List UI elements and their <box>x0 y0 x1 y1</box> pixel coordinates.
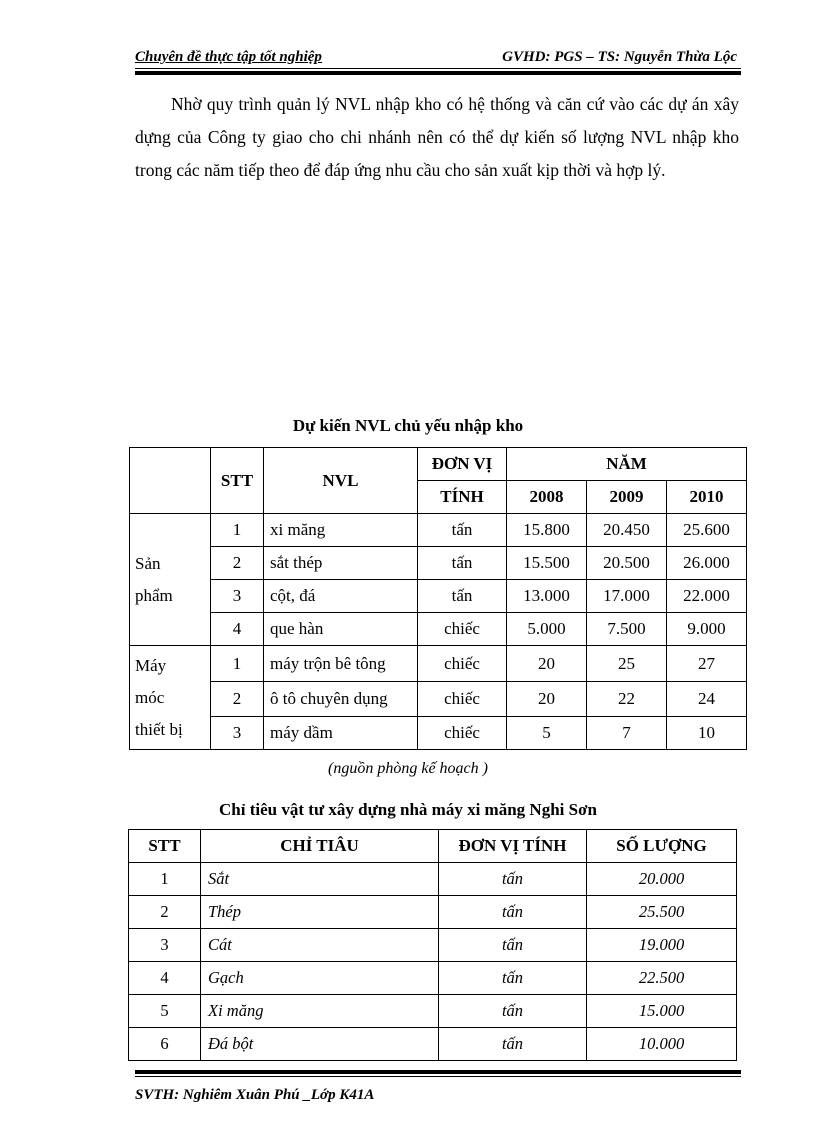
cell-2009: 22 <box>587 682 667 717</box>
cell-unit: tấn <box>418 514 507 547</box>
cell-unit: tấn <box>439 929 587 962</box>
table-row <box>130 613 747 646</box>
footer-rule-thin <box>135 1076 741 1077</box>
table-row <box>130 646 747 682</box>
cell-stt: 1 <box>129 863 201 896</box>
cell-stt: 4 <box>211 613 264 646</box>
table2-header-stt: STT <box>129 830 201 863</box>
table-row <box>129 929 737 962</box>
cell-item: Gạch <box>201 962 439 995</box>
cell-2010: 22.000 <box>667 580 747 613</box>
cell-2010: 9.000 <box>667 613 747 646</box>
table1-corner-cell <box>130 448 211 514</box>
cell-nvl: máy dầm <box>264 717 418 750</box>
table2-header-item: CHỈ TIÂU <box>201 830 439 863</box>
cell-item: Xi măng <box>201 995 439 1028</box>
cell-stt: 3 <box>129 929 201 962</box>
table-row <box>130 717 747 750</box>
cell-2008: 5 <box>507 717 587 750</box>
table1-header-year-2008: 2008 <box>507 481 587 514</box>
cell-nvl: que hàn <box>264 613 418 646</box>
cell-2008: 20 <box>507 646 587 682</box>
cell-2008: 20 <box>507 682 587 717</box>
cell-stt: 3 <box>211 717 264 750</box>
cell-nvl: sắt thép <box>264 547 418 580</box>
cell-nvl: ô tô chuyên dụng <box>264 682 418 717</box>
cell-stt: 2 <box>211 547 264 580</box>
cell-unit: tấn <box>439 995 587 1028</box>
cell-unit: chiếc <box>418 717 507 750</box>
cell-unit: tấn <box>439 962 587 995</box>
table-row <box>130 514 747 547</box>
cell-nvl: máy trộn bê tông <box>264 646 418 682</box>
cell-2010: 25.600 <box>667 514 747 547</box>
cell-2008: 15.500 <box>507 547 587 580</box>
page-footer: SVTH: Nghiêm Xuân Phú _Lớp K41A <box>135 1087 375 1103</box>
body-paragraph: Nhờ quy trình quản lý NVL nhập kho có hệ thống và căn cứ vào các dự án xây dựng của Công ty giao cho chi nhánh nên có thể dự kiến số lượng NVL nhập kho trong các năm tiếp theo để đáp ứng nhu cầu cho sản xuất kịp thời và hợp lý. <box>135 94 739 180</box>
table1-header-year: NĂM <box>507 448 747 481</box>
cell-unit: tấn <box>439 896 587 929</box>
table1-title: Dự kiến NVL chủ yếu nhập kho <box>292 416 524 435</box>
table1-source-note: (nguồn phòng kế hoạch ) <box>328 760 488 777</box>
cell-stt: 6 <box>129 1028 201 1061</box>
table-row <box>129 995 737 1028</box>
cell-qty: 20.000 <box>587 863 737 896</box>
cell-2008: 15.800 <box>507 514 587 547</box>
cell-unit: chiếc <box>418 682 507 717</box>
cell-qty: 19.000 <box>587 929 737 962</box>
cell-unit: tấn <box>439 863 587 896</box>
materials-quota-table <box>128 829 737 1061</box>
group-label-equipment <box>130 646 211 750</box>
cell-2008: 5.000 <box>507 613 587 646</box>
table-row <box>129 863 737 896</box>
forecast-table <box>129 447 747 750</box>
table2-header-unit: ĐƠN VỊ TÍNH <box>439 830 587 863</box>
cell-2009: 7 <box>587 717 667 750</box>
cell-2009: 17.000 <box>587 580 667 613</box>
table-row <box>129 896 737 929</box>
cell-unit: chiếc <box>418 646 507 682</box>
group-label-line: Máy <box>135 655 167 675</box>
group-label-products <box>130 514 211 646</box>
cell-2010: 26.000 <box>667 547 747 580</box>
cell-stt: 3 <box>211 580 264 613</box>
cell-item: Cát <box>201 929 439 962</box>
page-header <box>135 49 741 69</box>
table-row <box>130 580 747 613</box>
header-rule-thick <box>135 71 741 75</box>
cell-unit: tấn <box>439 1028 587 1061</box>
cell-item: Đá bột <box>201 1028 439 1061</box>
group-label-line: Sản <box>135 553 161 573</box>
header-right-advisor: GVHD: PGS – TS: Nguyễn Thừa Lộc <box>502 49 737 65</box>
cell-unit: tấn <box>418 547 507 580</box>
table1-header-year-2010: 2010 <box>667 481 747 514</box>
cell-stt: 1 <box>211 514 264 547</box>
header-left-title: Chuyên đề thực tập tốt nghiệp <box>135 49 322 65</box>
table1-header-stt: STT <box>211 448 264 514</box>
cell-qty: 25.500 <box>587 896 737 929</box>
cell-qty: 10.000 <box>587 1028 737 1061</box>
table1-header-year-2009: 2009 <box>587 481 667 514</box>
cell-2010: 27 <box>667 646 747 682</box>
cell-stt: 1 <box>211 646 264 682</box>
table1-header-unit-line2: TÍNH <box>418 481 507 514</box>
cell-2008: 13.000 <box>507 580 587 613</box>
table1-header-unit-line1: ĐƠN VỊ <box>418 448 507 481</box>
footer-rule-thick <box>135 1070 741 1074</box>
table-row <box>130 682 747 717</box>
cell-unit: tấn <box>418 580 507 613</box>
table2-title: Chỉ tiêu vật tư xây dựng nhà máy xi măng Nghi Sơn <box>219 800 597 819</box>
cell-2010: 10 <box>667 717 747 750</box>
cell-unit: chiếc <box>418 613 507 646</box>
table-row <box>129 962 737 995</box>
table1-header-nvl: NVL <box>264 448 418 514</box>
cell-stt: 2 <box>129 896 201 929</box>
cell-stt: 4 <box>129 962 201 995</box>
cell-nvl: xi măng <box>264 514 418 547</box>
cell-qty: 22.500 <box>587 962 737 995</box>
table-row <box>129 1028 737 1061</box>
cell-2010: 24 <box>667 682 747 717</box>
table2-header-qty: SỐ LƯỢNG <box>587 830 737 863</box>
cell-stt: 2 <box>211 682 264 717</box>
cell-2009: 20.500 <box>587 547 667 580</box>
group-label-line: phẩm <box>135 585 173 605</box>
cell-item: Sắt <box>201 863 439 896</box>
cell-2009: 20.450 <box>587 514 667 547</box>
cell-2009: 7.500 <box>587 613 667 646</box>
cell-nvl: cột, đá <box>264 580 418 613</box>
cell-stt: 5 <box>129 995 201 1028</box>
table-row <box>130 547 747 580</box>
cell-qty: 15.000 <box>587 995 737 1028</box>
header-rule-thin <box>135 68 741 69</box>
cell-2009: 25 <box>587 646 667 682</box>
cell-item: Thép <box>201 896 439 929</box>
group-label-line: móc <box>135 687 165 707</box>
group-label-line: thiết bị <box>135 719 183 739</box>
